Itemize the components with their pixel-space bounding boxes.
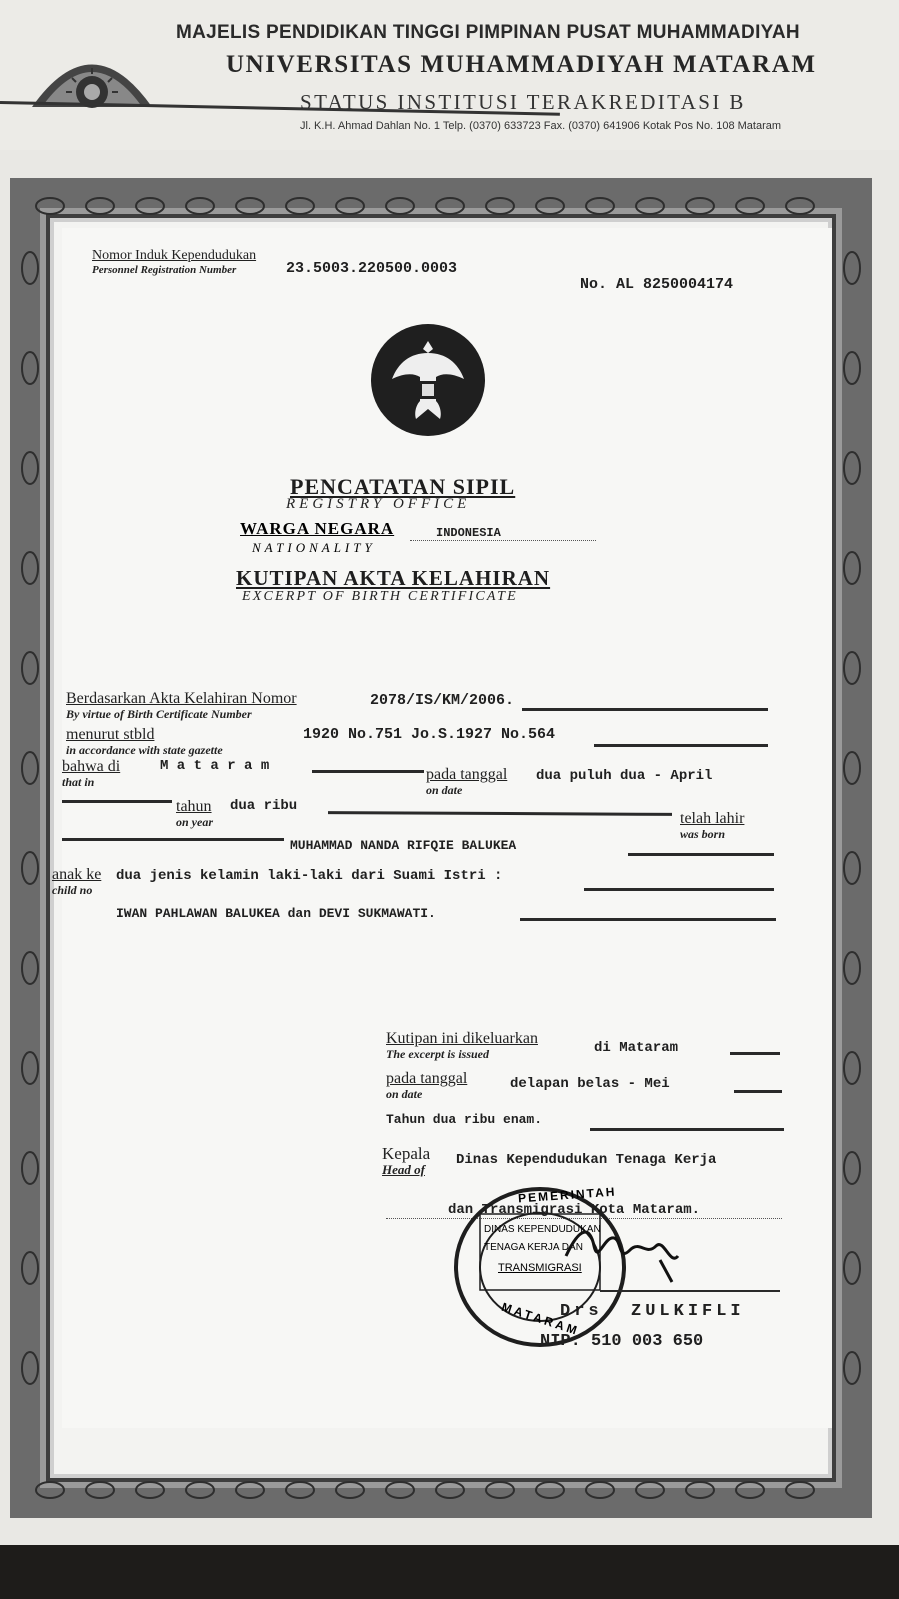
date-label: pada tanggal — [426, 766, 508, 783]
document-title: KUTIPAN AKTA KELAHIRAN — [236, 566, 551, 590]
issued-date-label-en: on date — [386, 1087, 423, 1101]
head-office-line2: dan Transmigrasi Kota Mataram. — [386, 1202, 782, 1219]
child-order-label-en: child no — [52, 883, 93, 897]
official-nip: NIP. 510 003 650 — [540, 1332, 704, 1351]
stamp-top-text: PEMERINTAH — [517, 1184, 617, 1206]
letterhead — [0, 0, 899, 175]
university-logo — [22, 32, 162, 112]
child-name: MUHAMMAD NANDA RIFQIE BALUKEA — [290, 838, 517, 853]
issued-label: Kutipan ini dikeluarkan — [386, 1030, 538, 1047]
signature — [560, 1216, 690, 1286]
issued-date-label: pada tanggal — [386, 1070, 468, 1087]
issued-place: di Mataram — [594, 1040, 679, 1056]
birth-cert-label: Berdasarkan Akta Kelahiran Nomor — [66, 690, 297, 707]
nik-label-en: Personnel Registration Number — [92, 264, 237, 276]
stamp-line2: TENAGA KERJA DAN — [484, 1242, 583, 1253]
place-label-en: that in — [62, 775, 95, 789]
issued-block — [386, 1030, 538, 1060]
registry-title-en: REGISTRY OFFICE — [286, 496, 471, 512]
stamp-bottom-text: MATARAM — [499, 1299, 582, 1339]
fill-line — [520, 918, 776, 921]
birth-cert-number: 2078/IS/KM/2006. — [370, 692, 515, 709]
issued-label-en: The excerpt is issued — [386, 1047, 489, 1061]
official-name: Drs. ZULKIFLI — [560, 1302, 745, 1321]
nationality-label: WARGA NEGARA — [240, 519, 395, 538]
letterhead-university: UNIVERSITAS MUHAMMADIYAH MATARAM — [226, 51, 817, 78]
date-label-en: on date — [426, 783, 463, 797]
parents-names: IWAN PAHLAWAN BALUKEA dan DEVI SUKMAWATI. — [116, 906, 436, 921]
fill-line — [628, 853, 774, 856]
nik-value: 23.5003.220500.0003 — [286, 260, 458, 277]
fill-line — [594, 744, 768, 747]
row-child-order — [52, 866, 101, 896]
nationality-value: INDONESIA — [410, 526, 596, 541]
born-label: telah lahir — [680, 810, 745, 827]
issued-year: Tahun dua ribu enam. — [386, 1112, 543, 1127]
head-block — [382, 1144, 430, 1176]
fill-line — [730, 1052, 780, 1055]
nik-label-block — [92, 246, 256, 276]
row-state-gazette — [66, 726, 223, 756]
stamp-line3: TRANSMIGRASI — [498, 1262, 582, 1274]
birth-date-value: dua puluh dua - April — [536, 768, 713, 784]
garuda-emblem-icon — [370, 323, 486, 437]
signature-line — [600, 1290, 780, 1292]
row-place — [62, 758, 120, 788]
document-title-en: EXCERPT OF BIRTH CERTIFICATE — [242, 589, 518, 604]
row-born — [680, 810, 744, 840]
row-date — [426, 766, 507, 796]
born-label-en: was born — [680, 827, 726, 841]
place-value: M a t a r a m — [160, 758, 270, 774]
gazette-label-en: in accordance with state gazette — [66, 743, 223, 757]
birth-year-value: dua ribu — [230, 798, 298, 814]
fill-line — [312, 770, 424, 773]
fill-line — [734, 1090, 782, 1093]
letterhead-address: Jl. K.H. Ahmad Dahlan No. 1 Telp. (0370) 633723 Fax. (0370) 641906 Kotak Pos No. 108 Mataram — [300, 120, 782, 132]
issued-date: delapan belas - Mei — [510, 1076, 670, 1092]
letterhead-council: MAJELIS PENDIDIKAN TINGGI PIMPINAN PUSAT MUHAMMADIYAH — [176, 22, 800, 43]
fill-line — [62, 838, 284, 841]
issued-date-block — [386, 1070, 467, 1100]
child-order-value: dua jenis kelamin laki-laki dari Suami Istri : — [116, 868, 503, 884]
birth-cert-label-en: By virtue of Birth Certificate Number — [66, 707, 252, 721]
gazette-value: 1920 No.751 Jo.S.1927 No.564 — [303, 726, 556, 743]
nationality-label-en: NATIONALITY — [252, 540, 376, 555]
certificate-serial: No. AL 8250004174 — [580, 276, 734, 293]
stamp-line1: DINAS KEPENDUDUKAN — [484, 1224, 601, 1235]
nik-label: Nomor Induk Kependudukan — [92, 248, 257, 263]
year-label-en: on year — [176, 815, 213, 829]
place-label: bahwa di — [62, 758, 121, 775]
letterhead-accreditation: STATUS INSTITUSI TERAKREDITASI B — [300, 90, 746, 114]
year-label: tahun — [176, 798, 212, 815]
row-birth-cert-number — [66, 690, 297, 720]
head-label: Kepala — [382, 1144, 431, 1163]
fill-line — [522, 708, 768, 711]
gazette-label: menurut stbld — [66, 726, 155, 743]
child-order-label: anak ke — [52, 866, 102, 883]
row-year — [176, 798, 213, 828]
registry-title: PENCATATAN SIPIL — [290, 474, 516, 499]
fill-line — [590, 1128, 784, 1131]
head-office: Dinas Kependudukan Tenaga Kerja — [456, 1152, 717, 1168]
fill-line — [62, 800, 172, 803]
fill-line — [584, 888, 774, 891]
head-label-en: Head of — [382, 1162, 425, 1177]
